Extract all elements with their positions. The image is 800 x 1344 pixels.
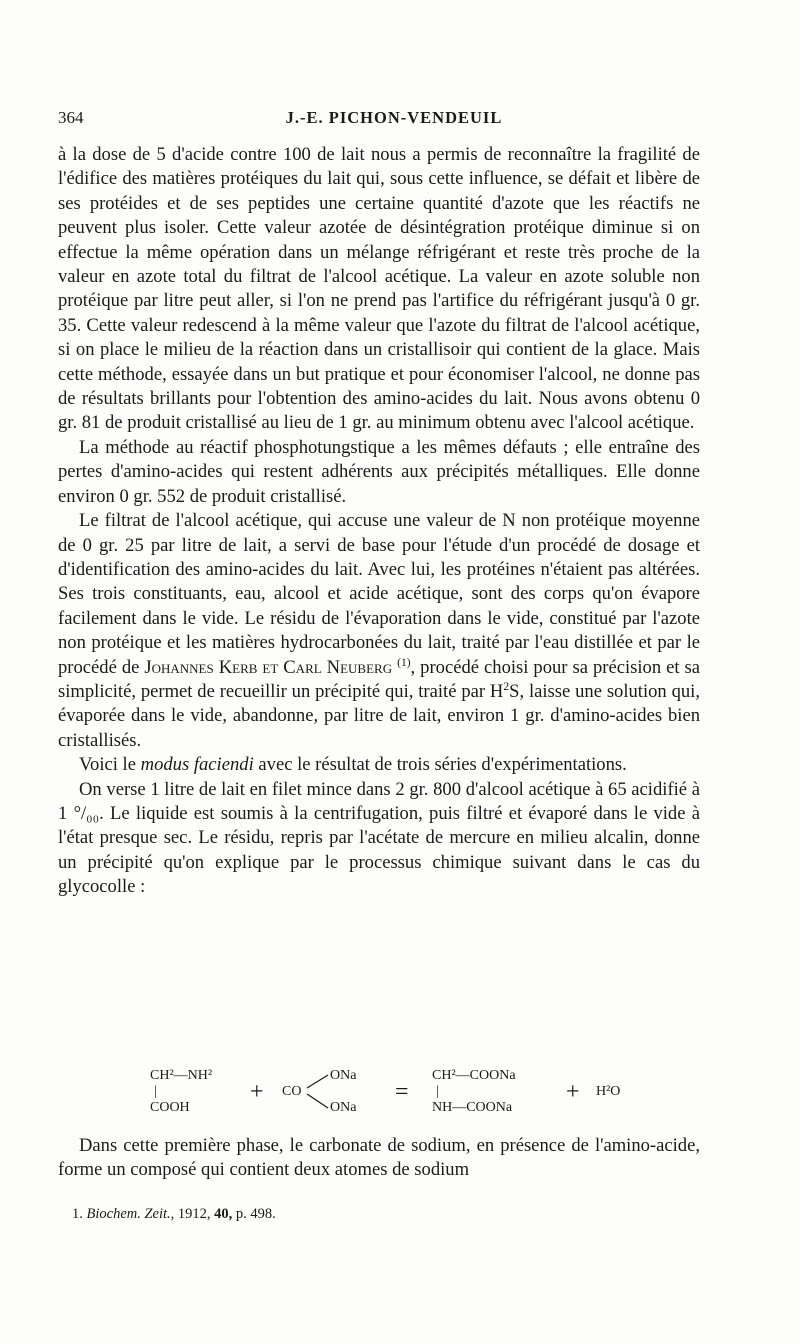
- page-number: 364: [58, 108, 84, 127]
- paragraph-6: Dans cette première phase, le carbonate de sodium, en présence de l'amino-acide, forme un composé qui contient deux atomes de sodium: [58, 1135, 700, 1181]
- paragraph-5-text-b: . Le liquide est soumis à la centrifugation, puis filtré et évaporé dans le vide à l'état presque sec. Le résidu, repris par l'acétate de mercure en milieu alcalin, donne un précipité qu'on explique par le processus chimique suivant dans le cas du glycocolle :: [58, 802, 700, 898]
- paragraph-4: [58, 753, 700, 777]
- paragraph-3-text-c: S, laisse une solution qui, évaporée dans le vide, abandonne, par litre de lait, environ 1 gr. d'amino-acides bien cristallisés.: [58, 680, 700, 751]
- product-2: H²O: [596, 1084, 621, 1099]
- reactant-1-bond: |: [154, 1084, 157, 1099]
- paragraph-5-text-a: On verse 1 litre de lait en filet mince dans 2 gr. 800 d'alcool acétique à 65 acidifié à 1: [58, 778, 700, 824]
- paragraph-3: [58, 509, 700, 753]
- running-title: J.-E. PICHON-VENDEUIL: [285, 108, 503, 127]
- product-1-bond: |: [436, 1084, 439, 1099]
- product-1-bottom: NH—COONa: [432, 1100, 513, 1115]
- paragraph-3-text-a: Le filtrat de l'alcool acétique, qui accuse une valeur de N non protéique moyenne de 0 gr. 25 par litre de lait, a servi de base pour l'étude d'un procédé de dosage et d'identification des amino-acides du lait. Avec lui, les protéines n'étaient pas altérées. Ses trois constituants, eau, alcool et acide acétique, sont des corps qu'on évapore facilement dans le vide. Le résidu de l'évaporation dans le vide, constitué par l'azote non protéique et les matières hydrocarbonées du lait, traité par l'eau distillée et par le procédé de: [58, 510, 700, 678]
- paragraph-2: La méthode au réactif phosphotungstique a les mêmes défauts ; elle entraîne des pertes d'amino-acides qui restent adhérents aux précipités métalliques. Elle donne environ 0 gr. 552 de produit cristallisé.: [58, 436, 700, 507]
- footnote-volume: 40,: [214, 1206, 233, 1222]
- reactant-2-top: ONa: [330, 1068, 357, 1083]
- reactant-1-bottom: COOH: [150, 1100, 190, 1115]
- equals-sign: =: [395, 1079, 409, 1105]
- footnote-number: 1.: [72, 1206, 83, 1222]
- paragraph-4-text-a: Voici le: [79, 754, 141, 776]
- product-1-top: CH²—COONa: [432, 1068, 516, 1083]
- footnote-journal: Biochem. Zeit.,: [86, 1206, 175, 1222]
- footnote-year: 1912,: [177, 1206, 211, 1222]
- body-text-continued: [58, 1134, 700, 1183]
- paragraph-5: [58, 778, 700, 900]
- running-header: [58, 105, 700, 131]
- plus-sign-1: +: [250, 1079, 264, 1105]
- reactant-1-top: CH²—NH²: [150, 1068, 213, 1083]
- footnote-page: p. 498.: [235, 1206, 276, 1222]
- paragraph-4-text-b: avec le résultat de trois séries d'expérimentations.: [253, 754, 627, 776]
- plus-sign-2: +: [566, 1079, 580, 1105]
- reactant-2-co: CO: [282, 1084, 302, 1099]
- h2s-superscript: 2: [503, 680, 510, 693]
- footnote-ref: (1): [397, 656, 411, 669]
- reactant-2-bottom: ONa: [330, 1100, 357, 1115]
- body-text: [58, 143, 700, 900]
- modus-faciendi: modus faciendi: [140, 754, 254, 776]
- per-mille: °/₀₀: [73, 802, 100, 824]
- paragraph-1: à la dose de 5 d'acide contre 100 de lait nous a permis de reconnaître la fragilité de l'édifice des matières protéiques du lait qui, sous cette influence, se défait et libère de ses protéides et de ses peptides une certaine quantité d'azote que les réactifs ne peuvent plus isoler. Cette valeur azotée de désintégration protéique diminue si on effectue la même opération dans un mélange réfrigérant et reste très proche de la valeur en azote total du filtrat de l'alcool acétique. La valeur en azote soluble non protéique par litre peut aller, si l'on ne prend pas l'artifice du réfrigérant jusqu'à 0 gr. 35. Cette valeur redescend à la même valeur que l'azote du filtrat de l'alcool acétique, si on place le milieu de la réaction dans un cristallisoir qui contient de la glace. Mais cette méthode, essayée dans un but pratique et pour économiser l'alcool, ne donne pas de résultats brillants pour l'obtention des amino-acides du lait. Nous avons obtenu 0 gr. 81 de produit cristallisé au lieu de 1 gr. au minimum obtenu avec l'alcool acétique.: [58, 144, 700, 434]
- author-names: Johannes Kerb et Carl Neuberg: [144, 656, 393, 678]
- chemical-equation: [150, 1068, 650, 1136]
- paragraph-3-text-b: , procédé choisi pour sa précision et sa simplicité, permet de recueillir un précipité qui, traité par H: [58, 656, 701, 702]
- footnote: [72, 1204, 276, 1224]
